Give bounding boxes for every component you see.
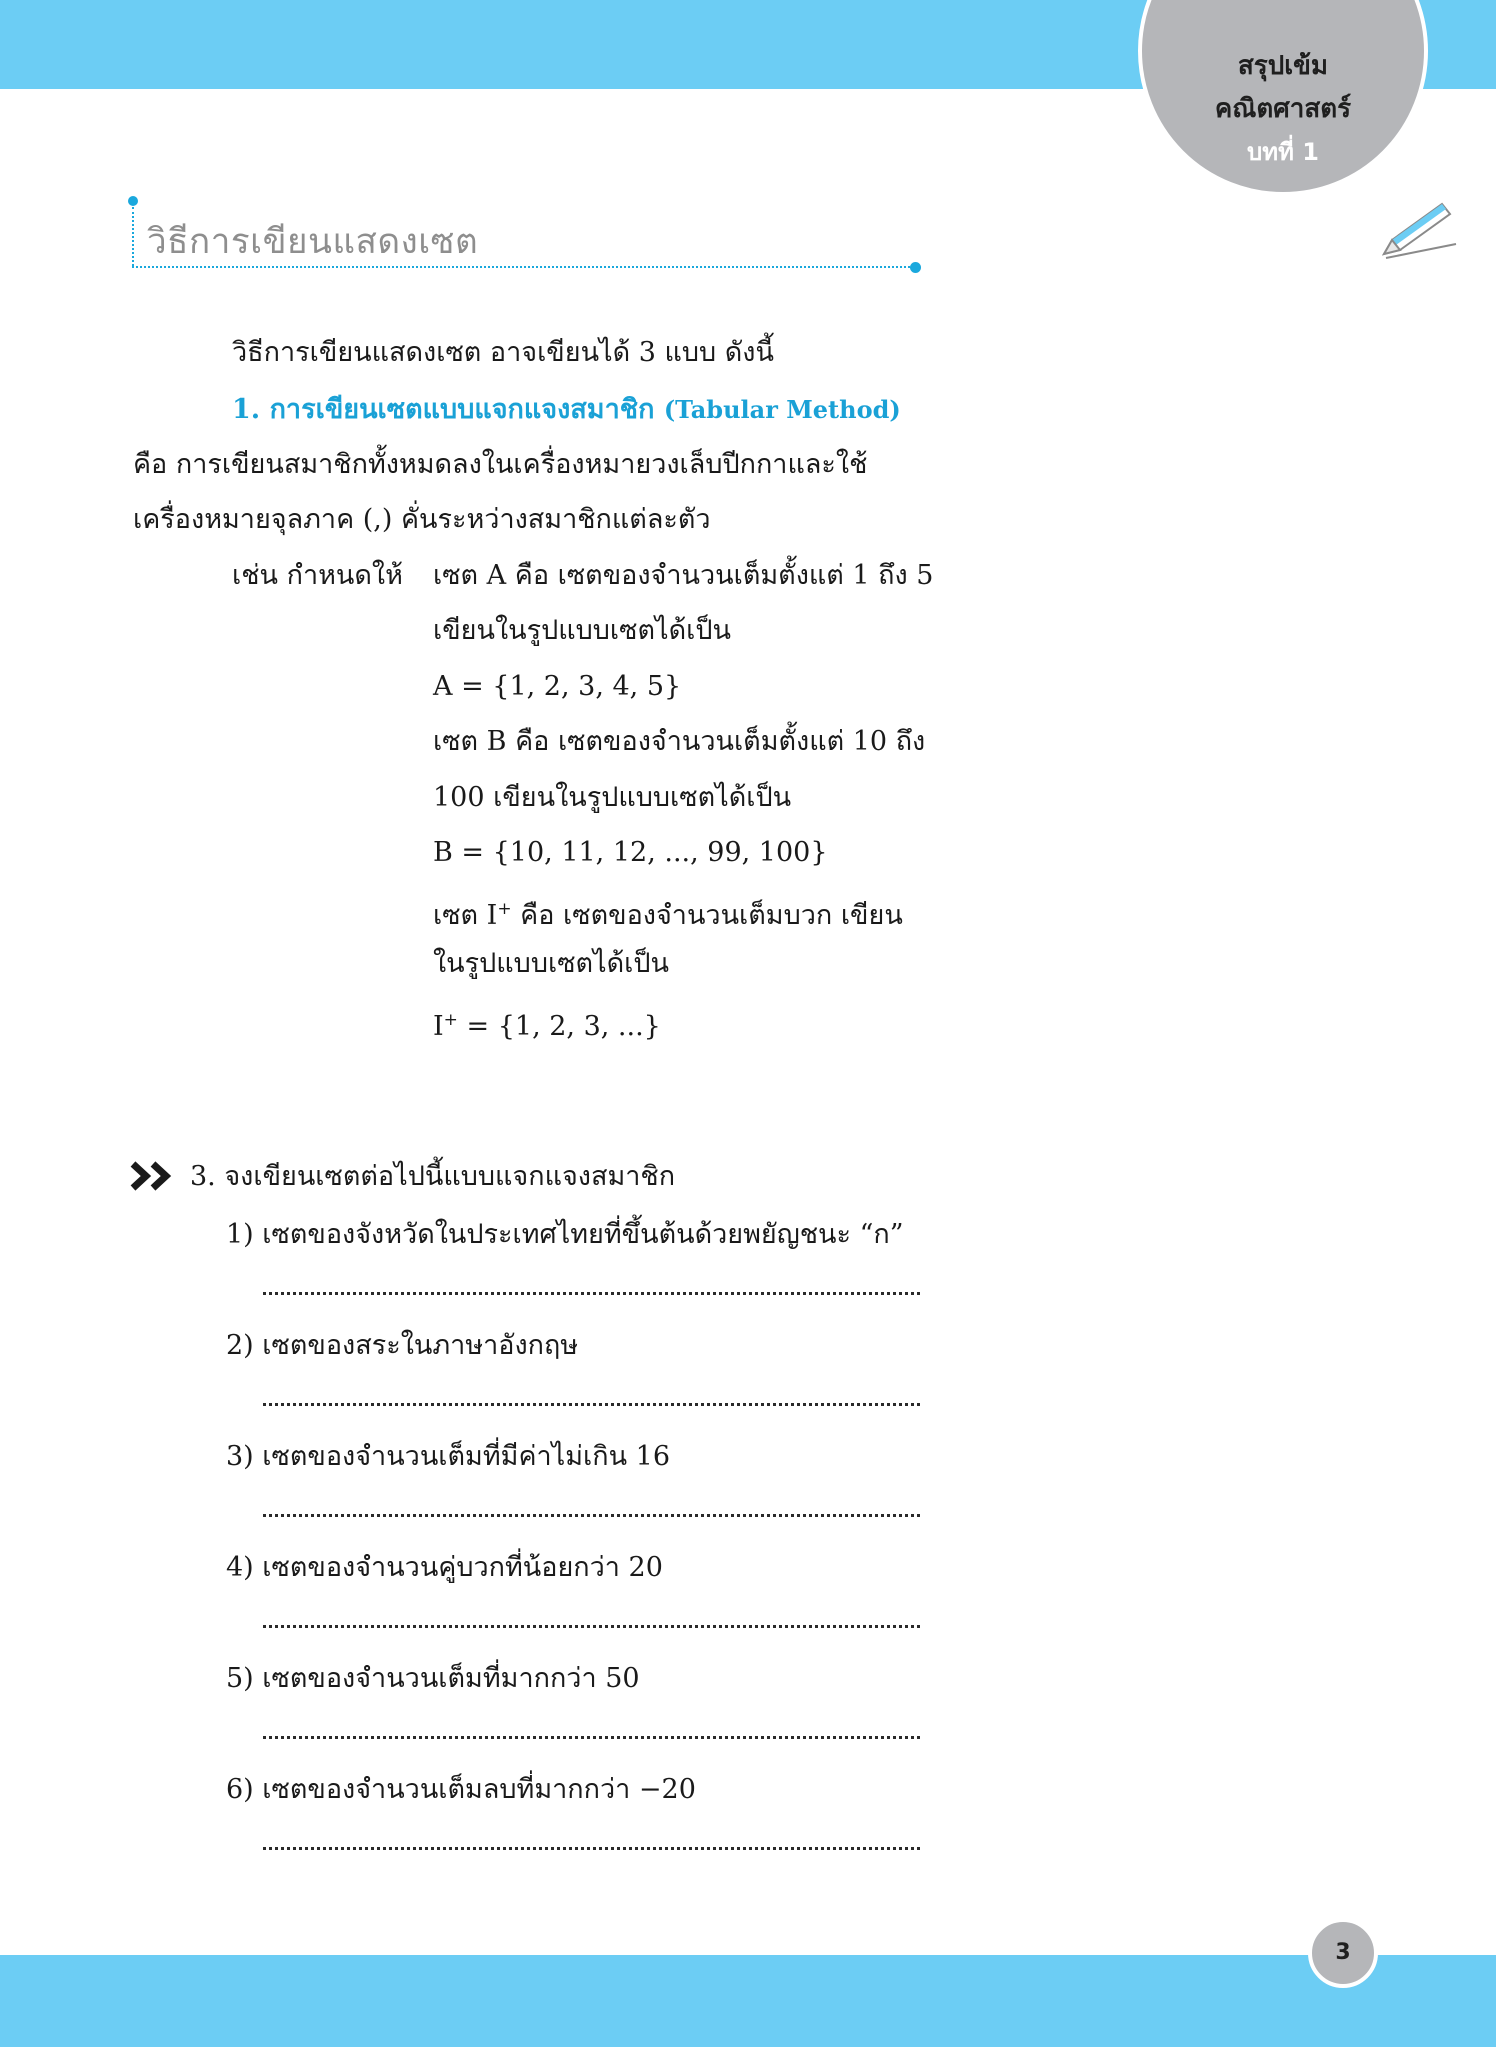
chapter-badge [1138, 0, 1428, 196]
method-heading-th: 1. การเขียนเซตแบบแจกแจงสมาชิก [232, 394, 655, 425]
method-heading-en: (Tabular Method) [663, 395, 901, 424]
definition-line-2: เครื่องหมายจุลภาค (,) คั่นระหว่างสมาชิกแต่ละตัว [133, 504, 711, 535]
exercise-item-6: 6) เซตของจำนวนเต็มลบที่มากกว่า −20 [226, 1774, 696, 1805]
exercise-item-5: 5) เซตของจำนวนเต็มที่มากกว่า 50 [226, 1663, 640, 1694]
example-a-set: A = {1, 2, 3, 4, 5} [433, 671, 682, 702]
badge-chapter-label: บทที่ 1 [1247, 138, 1319, 166]
example-b-line-1: เซต B คือ เซตของจำนวนเต็มตั้งแต่ 10 ถึง [433, 726, 926, 757]
example-label: เช่น กำหนดให้ [232, 560, 403, 591]
title-dot-end [910, 262, 921, 273]
example-a-line-2: เขียนในรูปแบบเซตได้เป็น [433, 615, 731, 646]
example-i-set-pre: I [433, 1011, 444, 1042]
example-i-set-superscript: + [443, 1010, 458, 1030]
example-i-set-post: = {1, 2, 3, ...} [457, 1011, 661, 1042]
example-i-set [433, 1000, 661, 1047]
answer-line-1[interactable] [263, 1292, 920, 1295]
answer-line-3[interactable] [263, 1514, 920, 1517]
example-i-post: คือ เซตของจำนวนเต็มบวก เขียน [511, 900, 903, 931]
title-dot-start [128, 196, 138, 206]
exercise-item-4: 4) เซตของจำนวนคู่บวกที่น้อยกว่า 20 [226, 1552, 663, 1583]
badge-book-title-line1: สรุปเข้ม [1237, 51, 1329, 81]
answer-line-6[interactable] [263, 1847, 920, 1850]
example-b-set: B = {10, 11, 12, ..., 99, 100} [433, 837, 828, 868]
definition-line-1: คือ การเขียนสมาชิกทั้งหมดลงในเครื่องหมายวงเล็บปีกกาและใช้ [133, 449, 868, 480]
exercise-item-1: 1) เซตของจังหวัดในประเทศไทยที่ขึ้นต้นด้วยพยัญชนะ “ก” [226, 1219, 904, 1250]
example-i-line-1 [433, 889, 903, 936]
method-heading [232, 390, 901, 430]
answer-line-5[interactable] [263, 1736, 920, 1739]
example-i-superscript: + [497, 899, 512, 919]
example-b-line-2: 100 เขียนในรูปแบบเซตได้เป็น [433, 782, 792, 813]
badge-book-title-line2: คณิตศาสตร์ [1214, 94, 1352, 124]
page-number: 3 [1308, 1918, 1378, 1988]
title-frame-vertical [132, 207, 134, 266]
exercise-item-3: 3) เซตของจำนวนเต็มที่มีค่าไม่เกิน 16 [226, 1441, 671, 1472]
section-title: วิธีการเขียนแสดงเซต [147, 222, 479, 262]
exercise-heading: 3. จงเขียนเซตต่อไปนี้แบบแจกแจงสมาชิก [190, 1161, 676, 1192]
double-chevron-right-icon [130, 1160, 174, 1192]
answer-line-2[interactable] [263, 1403, 920, 1406]
footer-band [0, 1955, 1496, 2047]
pencil-icon [1380, 198, 1458, 260]
example-a-line-1: เซต A คือ เซตของจำนวนเต็มตั้งแต่ 1 ถึง 5 [433, 560, 934, 591]
intro-text: วิธีการเขียนแสดงเซต อาจเขียนได้ 3 แบบ ดังนี้ [232, 337, 774, 368]
exercise-item-2: 2) เซตของสระในภาษาอังกฤษ [226, 1330, 579, 1361]
example-i-line-2: ในรูปแบบเซตได้เป็น [433, 948, 669, 979]
answer-line-4[interactable] [263, 1625, 920, 1628]
example-i-pre: เซต I [433, 900, 498, 931]
